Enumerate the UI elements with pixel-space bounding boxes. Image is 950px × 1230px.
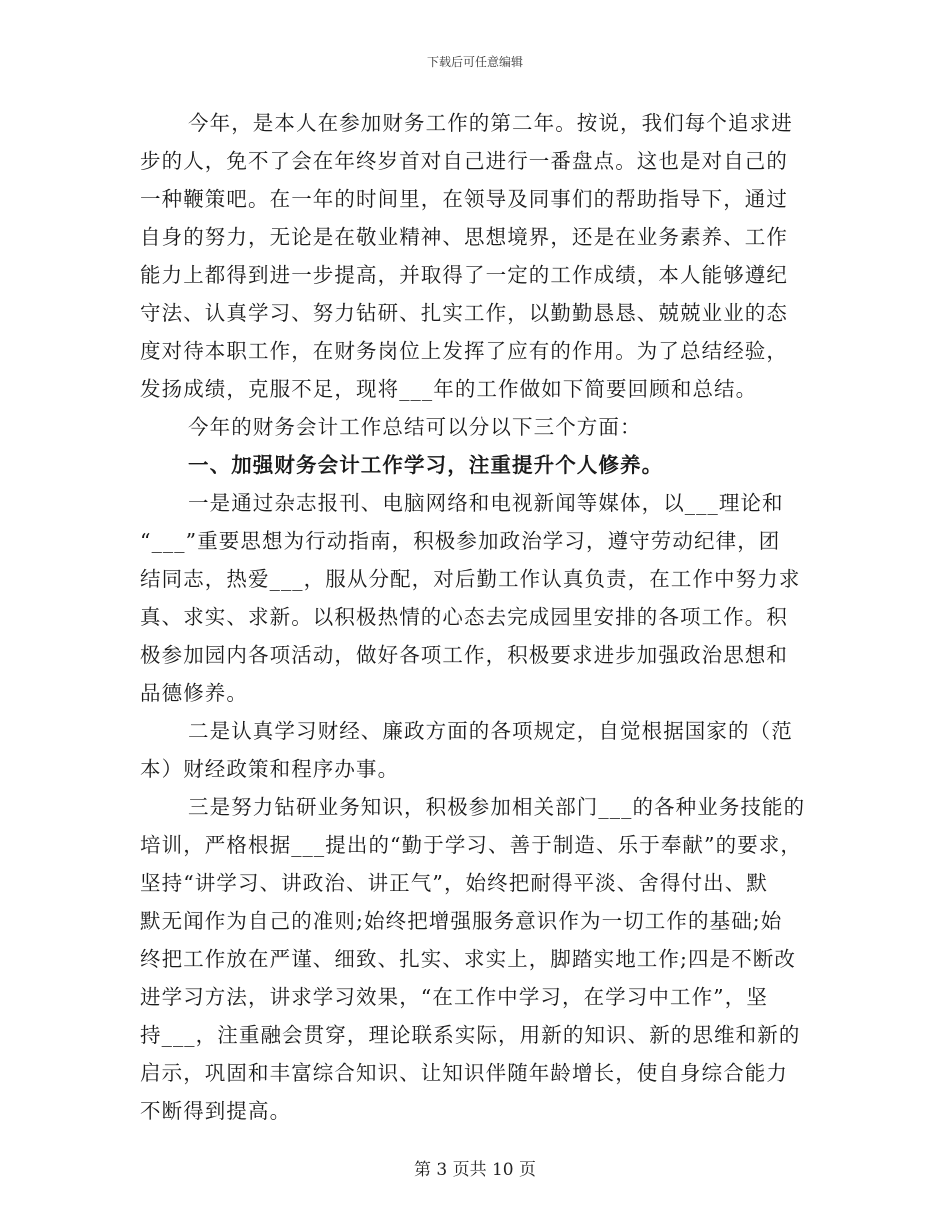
section-heading: 一、加强财务会计工作学习，注重提升个人修养。 <box>188 453 664 477</box>
paragraph-line: 今年，是本人在参加财务工作的第二年。按说，我们每个追求进 <box>188 111 793 135</box>
paragraph-line: 发扬成绩，克服不足，现将___年的工作做如下简要回顾和总结。 <box>140 377 758 401</box>
paragraph-line: 进学习方法，讲求学习效果，“在工作中学习，在学习中工作”，坚 <box>140 985 768 1009</box>
paragraph-line: 今年的财务会计工作总结可以分以下三个方面： <box>188 415 642 439</box>
paragraph-line: 终把工作放在严谨、细致、扎实、求实上，脚踏实地工作;四是不断改 <box>140 947 797 971</box>
paragraph-line: 持___，注重融会贯穿，理论联系实际，用新的知识、新的思维和新的 <box>140 1023 801 1047</box>
paragraph-line: 不断得到提高。 <box>140 1099 292 1123</box>
paragraph-line: “___”重要思想为行动指南，积极参加政治学习，遵守劳动纪律，团 <box>140 529 781 553</box>
paragraph-line: 品德修养。 <box>140 681 248 705</box>
paragraph-line: 步的人，免不了会在年终岁首对自己进行一番盘点。这也是对自己的 <box>140 149 788 173</box>
page-number: 第 3 页共 10 页 <box>413 1160 537 1180</box>
paragraph-line: 一是通过杂志报刊、电脑网络和电视新闻等媒体，以___理论和 <box>188 491 784 515</box>
paragraph-line: 结同志，热爱___，服从分配，对后勤工作认真负责，在工作中努力求 <box>140 567 801 591</box>
paragraph-line: 二是认真学习财经、廉政方面的各项规定，自觉根据国家的（范 <box>188 719 793 743</box>
paragraph-line: 度对待本职工作，在财务岗位上发挥了应有的作用。为了总结经验， <box>140 339 788 363</box>
page-header: 下载后可任意编辑 <box>426 55 523 69</box>
paragraph-line: 默无闻作为自己的准则;始终把增强服务意识作为一切工作的基础;始 <box>140 909 783 933</box>
paragraph-line: 启示，巩固和丰富综合知识、让知识伴随年龄增长，使自身综合能力 <box>140 1061 788 1085</box>
paragraph-line: 一种鞭策吧。在一年的时间里，在领导及同事们的帮助指导下，通过 <box>140 187 788 211</box>
paragraph-line: 本）财经政策和程序办事。 <box>140 757 400 781</box>
paragraph-line: 自身的努力，无论是在敬业精神、思想境界，还是在业务素养、工作 <box>140 225 788 249</box>
paragraph-line: 能力上都得到进一步提高，并取得了一定的工作成绩，本人能够遵纪 <box>140 263 788 287</box>
paragraph-line: 真、求实、求新。以积极热情的心态去完成园里安排的各项工作。积 <box>140 605 788 629</box>
paragraph-line: 培训，严格根据___提出的“勤于学习、善于制造、乐于奉献”的要求， <box>140 833 803 857</box>
paragraph-line: 三是努力钻研业务知识，积极参加相关部门___的各种业务技能的 <box>188 795 806 819</box>
paragraph-line: 极参加园内各项活动，做好各项工作，积极要求进步加强政治思想和 <box>140 643 788 667</box>
paragraph-line: 守法、认真学习、努力钻研、扎实工作，以勤勤恳恳、兢兢业业的态 <box>140 301 788 325</box>
paragraph-line: 坚持“讲学习、讲政治、讲正气”，始终把耐得平淡、舍得付出、默 <box>140 871 768 895</box>
